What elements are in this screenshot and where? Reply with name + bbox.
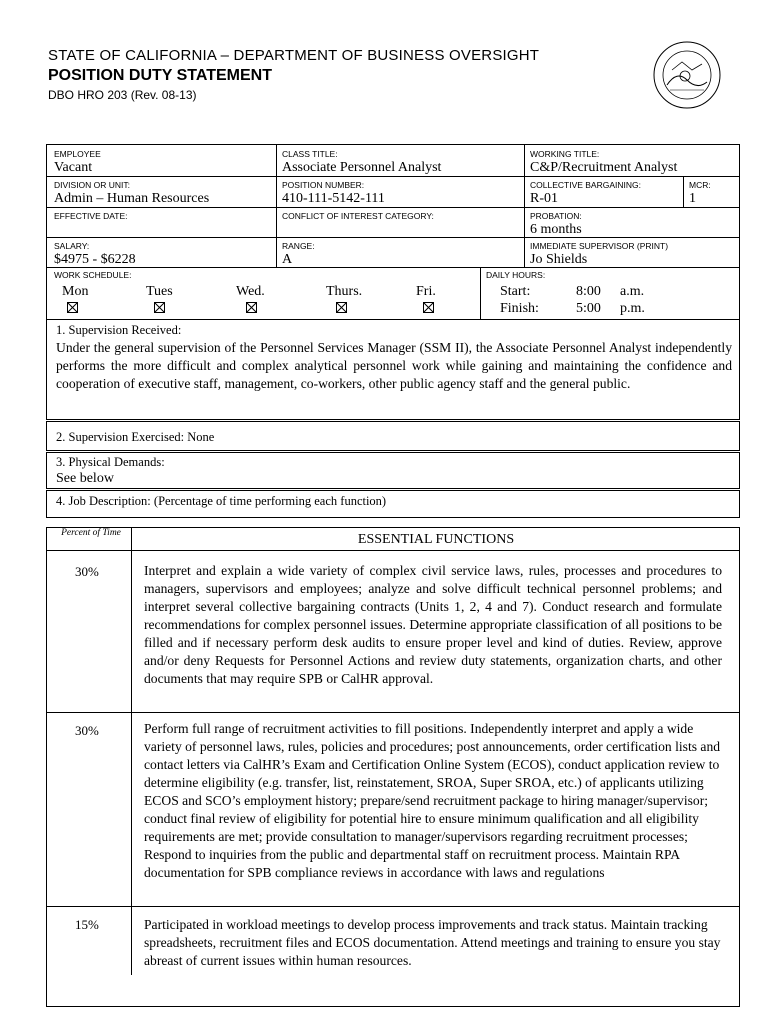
percent-of-time-header: Percent of Time: [61, 528, 121, 538]
supervisor-value: Jo Shields: [530, 252, 588, 267]
mon-checkbox[interactable]: [67, 302, 78, 313]
position-number-value: 410-111-5142-111: [282, 191, 385, 206]
probation-value: 6 months: [530, 222, 582, 237]
finish-label: Finish:: [500, 301, 539, 316]
day-thurs: Thurs.: [326, 284, 363, 299]
mcr-value: 1: [689, 191, 696, 206]
effective-date-label: EFFECTIVE DATE:: [54, 211, 128, 221]
department-heading: STATE OF CALIFORNIA – DEPARTMENT OF BUSINESS OVERSIGHT: [48, 47, 540, 64]
function-1-text: Interpret and explain a wide variety of complex civil service laws, rules, processes and procedures to managers, supervisors and employees; analyze and solve difficult technical personnel problems; and interpret several collective bargaining contracts (Units 1, 2, 4 and 7). Conduct research and formulate recommendations for complex personnel issues. Determine appropriate classification of all positions to be filled and if necessary perform desk audits to ensure proper level and kind of duties. Review, approve and/or deny Requests for Personnel Actions and review duty statements, organization charts, and other documents that may require SPB or CalHR approval.: [144, 563, 722, 686]
start-ampm: a.m.: [620, 284, 645, 299]
day-tues: Tues: [146, 284, 173, 299]
position-number-label: POSITION NUMBER:: [282, 180, 365, 190]
section-1-text: Under the general supervision of the Personnel Services Manager (SSM II), the Associate Personnel Analyst independently performs the more difficult and complex analytical personnel work while gaining and maintaining the confidence and cooperation of executive staff, management, co-workers, other public agency staff and the general public.: [56, 340, 732, 391]
supervisor-label: IMMEDIATE SUPERVISOR (PRINT): [530, 241, 669, 251]
range-label: RANGE:: [282, 241, 315, 251]
collective-bargaining-label: COLLECTIVE BARGAINING:: [530, 180, 641, 190]
working-title-value: C&P/Recruitment Analyst: [530, 160, 678, 175]
division-label: DIVISION OR UNIT:: [54, 180, 131, 190]
function-2-text: Perform full range of recruitment activities to fill positions. Independently interpret and apply a wide variety of personnel laws, rules, policies and procedures; post announcements, order certification lists and contact letters via CalHR’s Exam and Certification Online System (ECOS), conduct application review to determine eligibility (e.g. transfer, list, reinstatement, SROA, Super SROA, etc.) of applicants utilizing ECOS and SCO’s employment history; prepare/send recruitment package to hiring manager/supervisor; conduct final review of eligibility for potential hire to ensure minimum qualification and all eligibility requirements are met; provide consultation to manager/supervisors regarding recruitment processes; Respond to inquiries from the public and departmental staff on recruitment process. Maintain RPA documentation for SPB compliance reviews in accordance with laws and regulations: [144, 721, 721, 880]
form-number: DBO HRO 203 (Rev. 08-13): [48, 88, 197, 102]
conflict-of-interest-label: CONFLICT OF INTEREST CATEGORY:: [282, 211, 434, 221]
function-1-percent: 30%: [75, 564, 99, 579]
day-wed: Wed.: [236, 284, 265, 299]
range-value: A: [282, 252, 293, 267]
start-label: Start:: [500, 284, 531, 299]
essential-functions-title: ESSENTIAL FUNCTIONS: [357, 532, 515, 547]
work-schedule-label: WORK SCHEDULE:: [54, 270, 132, 280]
class-title-label: CLASS TITLE:: [282, 149, 338, 159]
working-title-label: WORKING TITLE:: [530, 149, 600, 159]
wed-checkbox[interactable]: [246, 302, 257, 313]
day-fri: Fri.: [416, 284, 436, 299]
collective-bargaining-value: R-01: [530, 191, 558, 206]
probation-label: PROBATION:: [530, 211, 582, 221]
section-1-title: 1. Supervision Received:: [56, 323, 182, 337]
employee-value: Vacant: [54, 160, 93, 175]
finish-time: 5:00: [576, 301, 601, 316]
mcr-label: MCR:: [689, 180, 711, 190]
salary-label: SALARY:: [54, 241, 90, 251]
section-3-title: 3. Physical Demands:: [56, 455, 165, 469]
state-seal-icon: [652, 40, 722, 110]
section-2-title: 2. Supervision Exercised: None: [56, 430, 215, 444]
finish-ampm: p.m.: [620, 301, 645, 316]
division-value: Admin – Human Resources: [54, 191, 210, 206]
function-3-text: Participated in workload meetings to develop process improvements and track status. Maintain tracking spreadsheets, recruitment files and ECOS documentation. Attend meetings and training to ensure you stay abreast of current issues within human resources.: [144, 917, 721, 968]
function-3-percent: 15%: [75, 917, 99, 932]
day-mon: Mon: [62, 284, 89, 299]
thurs-checkbox[interactable]: [336, 302, 347, 313]
section-4-title: 4. Job Description: (Percentage of time performing each function): [56, 494, 387, 508]
class-title-value: Associate Personnel Analyst: [282, 160, 442, 175]
employee-label: EMPLOYEE: [54, 149, 101, 159]
salary-value: $4975 - $6228: [54, 252, 136, 267]
function-2-percent: 30%: [75, 723, 99, 738]
tues-checkbox[interactable]: [154, 302, 165, 313]
start-time: 8:00: [576, 284, 601, 299]
fri-checkbox[interactable]: [423, 302, 434, 313]
form-title: POSITION DUTY STATEMENT: [48, 67, 273, 84]
section-3-text: See below: [56, 471, 114, 486]
daily-hours-label: DAILY HOURS:: [486, 270, 546, 280]
